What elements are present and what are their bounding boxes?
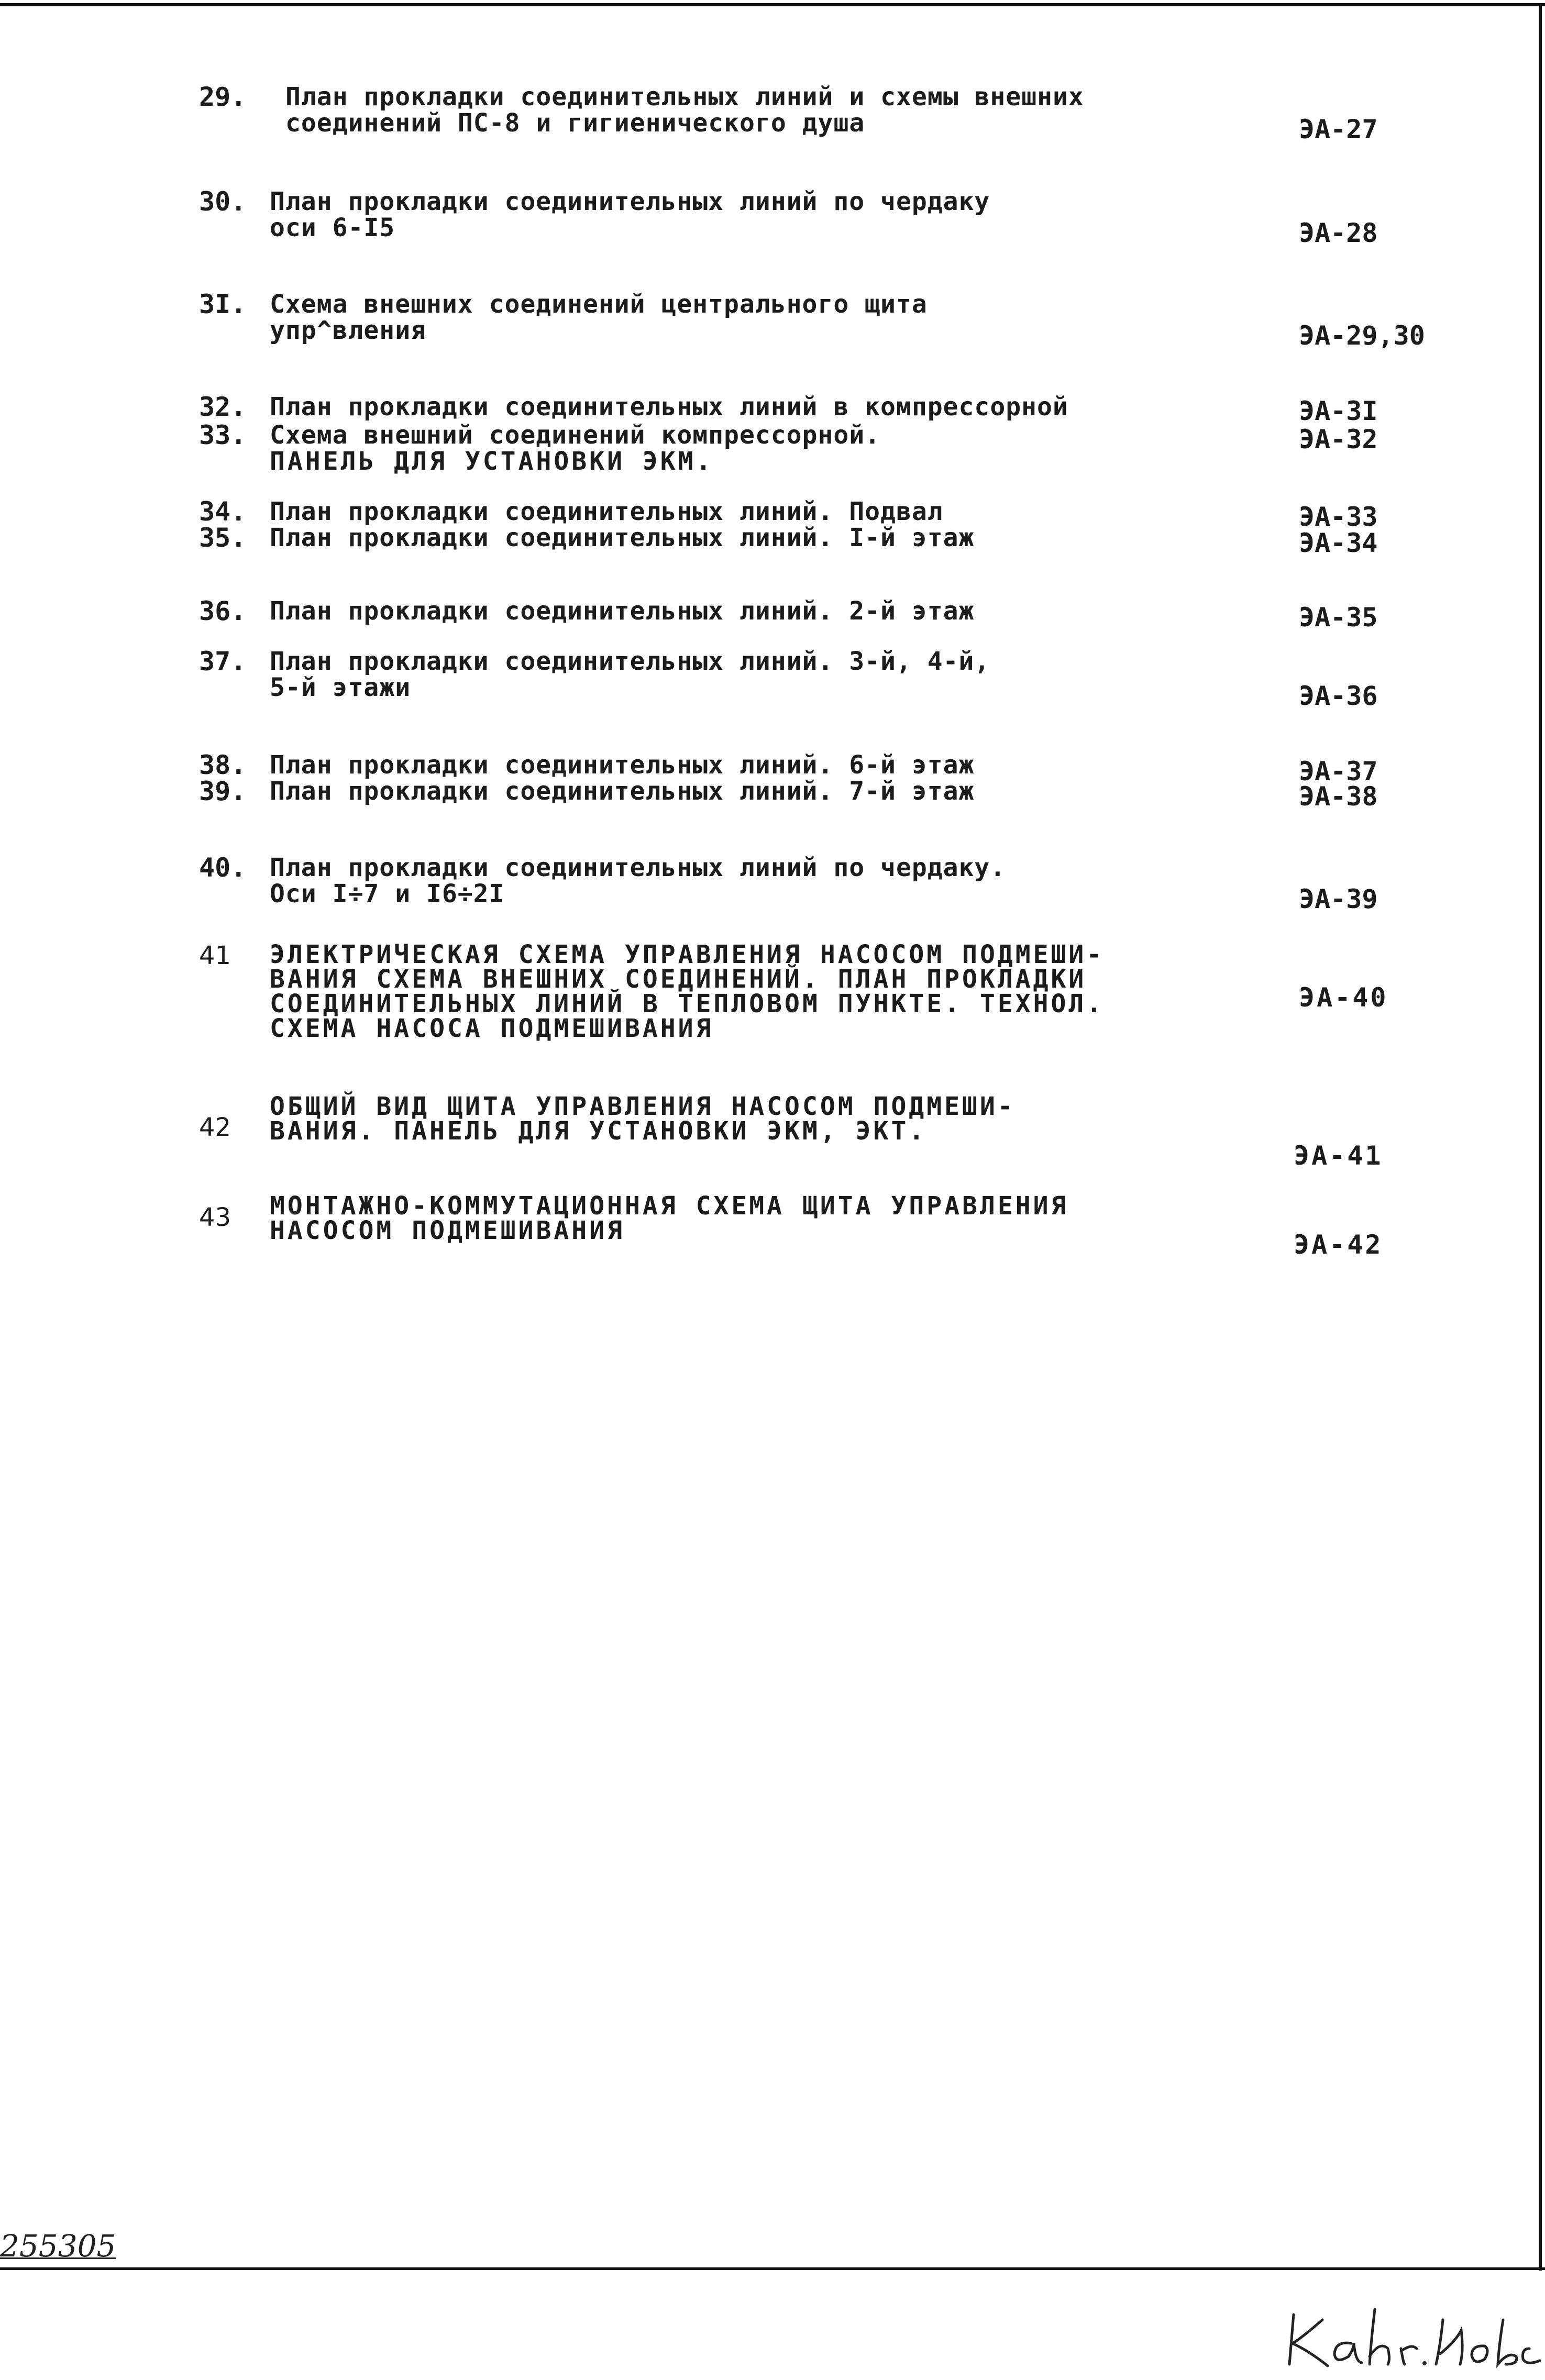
frame-right-border: [1539, 3, 1542, 2271]
item-text: План прокладки соединительных линий. 6-й этаж: [270, 750, 975, 780]
item-text: План прокладки соединительных линий по чердаку оси 6-I5: [270, 187, 990, 242]
item-text: Схема внешний соединений компрессорной. ПАНЕЛЬ ДЛЯ УСТАНОВКИ ЭКМ.: [270, 420, 881, 476]
item-number: 33.: [199, 420, 247, 450]
handwritten-signature: [1283, 2299, 1545, 2372]
item-number: 32.: [199, 392, 247, 422]
item-text: План прокладки соединительных линий. I-й этаж: [270, 523, 975, 552]
frame-bottom-border: [0, 2267, 1545, 2270]
item-text: ЭЛЕКТРИЧЕСКАЯ СХЕМА УПРАВЛЕНИЯ НАСОСОМ ПОДМЕШИ- ВАНИЯ СХЕМА ВНЕШНИХ СОЕДИНЕНИЙ. ПЛАН ПРОКЛАДКИ СОЕДИНИТЕЛЬНЫХ ЛИНИЙ В ТЕПЛОВОМ ПУНКТЕ. ТЕХНОЛ. СХЕМА НАСОСА ПОДМЕШИВАНИЯ: [270, 940, 1105, 1043]
item-number: 41: [199, 941, 231, 970]
sheet-code: ЭА-29,30: [1299, 320, 1425, 351]
item-text: План прокладки соединительных линий и схемы внешних соединений ПС-8 и гигиенического душа: [285, 82, 1084, 138]
item-number: 43: [199, 1203, 231, 1232]
item-text: План прокладки соединительных линий по чердаку. Оси I÷7 и I6÷2I: [270, 853, 1006, 909]
frame-top-border: [0, 3, 1545, 6]
item-text: ОБЩИЙ ВИД ЩИТА УПРАВЛЕНИЯ НАСОСОМ ПОДМЕШИ- ВАНИЯ. ПАНЕЛЬ ДЛЯ УСТАНОВКИ ЭКМ, ЭКТ.: [270, 1092, 1016, 1146]
sheet-code: ЭА-36: [1299, 681, 1378, 711]
item-text: План прокладки соединительных линий. Подвал: [270, 497, 943, 526]
sheet-code: ЭА-32: [1299, 424, 1378, 455]
item-number: 36.: [199, 596, 247, 626]
item-number: 38.: [199, 750, 247, 780]
item-number: 39.: [199, 776, 247, 806]
sheet-code: ЭА-27: [1299, 114, 1378, 145]
item-number: 35.: [199, 523, 247, 553]
item-number: 34.: [199, 496, 247, 527]
sheet-code: ЭА-33: [1299, 502, 1378, 532]
item-text: План прокладки соединительных линий в компрессорной: [270, 392, 1068, 422]
item-number: 42: [199, 1113, 231, 1142]
item-text: План прокладки соединительных линий. 2-й этаж: [270, 596, 975, 626]
sheet-code: ЭА-42: [1294, 1230, 1383, 1260]
item-text: План прокладки соединительных линий. 7-й этаж: [270, 777, 975, 806]
sheet-code: ЭА-37: [1299, 756, 1378, 787]
inventory-number: 255305: [0, 2228, 116, 2264]
sheet-code: ЭА-35: [1299, 602, 1378, 633]
sheet-code: ЭА-40: [1299, 982, 1388, 1013]
item-number: 40.: [199, 853, 247, 883]
sheet-code: ЭА-38: [1299, 781, 1378, 812]
sheet-code: ЭА-3I: [1299, 396, 1378, 426]
item-text: МОНТАЖНО-КОММУТАЦИОННАЯ СХЕМА ЩИТА УПРАВЛЕНИЯ НАСОСОМ ПОДМЕШИВАНИЯ: [270, 1191, 1069, 1245]
item-number: 30.: [199, 186, 247, 217]
item-number: 37.: [199, 646, 247, 677]
item-text: План прокладки соединительных линий. 3-й, 4-й, 5-й этажи: [270, 647, 990, 702]
sheet-code: ЭА-28: [1299, 218, 1378, 248]
sheet-code: ЭА-41: [1294, 1141, 1383, 1171]
sheet-code: ЭА-34: [1299, 528, 1378, 558]
item-number: 29.: [199, 82, 247, 112]
sheet-code: ЭА-39: [1299, 884, 1378, 914]
item-number: 3I.: [199, 289, 247, 319]
item-text: Схема внешних соединений центрального щита упр^вления: [270, 290, 928, 345]
